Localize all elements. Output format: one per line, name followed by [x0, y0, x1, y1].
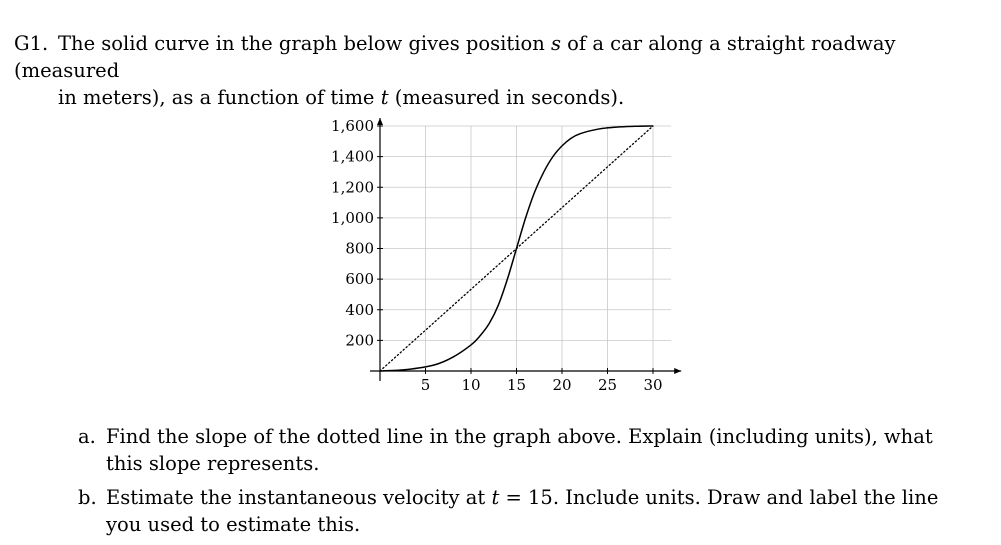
x-tick-label: 10	[461, 376, 481, 394]
part-a-line-1: a. Find the slope of the dotted line in the graph above. Explain (including units), what	[78, 425, 933, 448]
x-tick-label: 30	[643, 376, 663, 394]
y-tick-label: 1,000	[331, 208, 374, 227]
problem-statement	[14, 30, 974, 111]
grid-lines	[380, 126, 671, 371]
problem-line-2: in meters), as a function of time t (measured in seconds).	[58, 86, 625, 109]
y-tick-label: 400	[345, 300, 374, 319]
problem-number: G1.	[14, 32, 49, 55]
position-time-graph	[310, 108, 690, 398]
part-b-label: b.	[78, 486, 97, 509]
x-tick-label: 15	[506, 376, 527, 394]
y-tick-label: 600	[345, 270, 374, 289]
problem-line-1: G1. The solid curve in the graph below gives position s of a car along a straight roadway (measured	[14, 32, 896, 82]
part-b-line-1: b. Estimate the instantaneous velocity at t = 15. Include units. Draw and label the line	[78, 486, 939, 509]
x-axis-arrow	[674, 368, 681, 374]
x-tick-label: 20	[552, 376, 572, 394]
variable-t: t	[491, 486, 500, 509]
part-a-label: a.	[78, 425, 96, 448]
part-a-line-2: this slope represents.	[106, 452, 320, 475]
axes	[370, 118, 681, 381]
y-tick-label: 800	[345, 239, 374, 258]
part-b	[78, 484, 958, 538]
part-a	[78, 423, 958, 477]
y-axis-arrow	[377, 118, 383, 125]
part-b-line-2: you used to estimate this.	[106, 513, 361, 536]
tick-labels	[331, 117, 663, 394]
y-tick-label: 200	[345, 331, 374, 350]
variable-t: t	[380, 86, 389, 109]
x-tick-label: 25	[597, 376, 618, 394]
graph-svg	[310, 108, 690, 398]
x-tick-label: 5	[420, 376, 431, 394]
y-tick-label: 1,400	[331, 147, 374, 166]
variable-s: s	[550, 32, 561, 55]
y-tick-label: 1,600	[331, 117, 374, 135]
y-tick-label: 1,200	[331, 178, 374, 197]
